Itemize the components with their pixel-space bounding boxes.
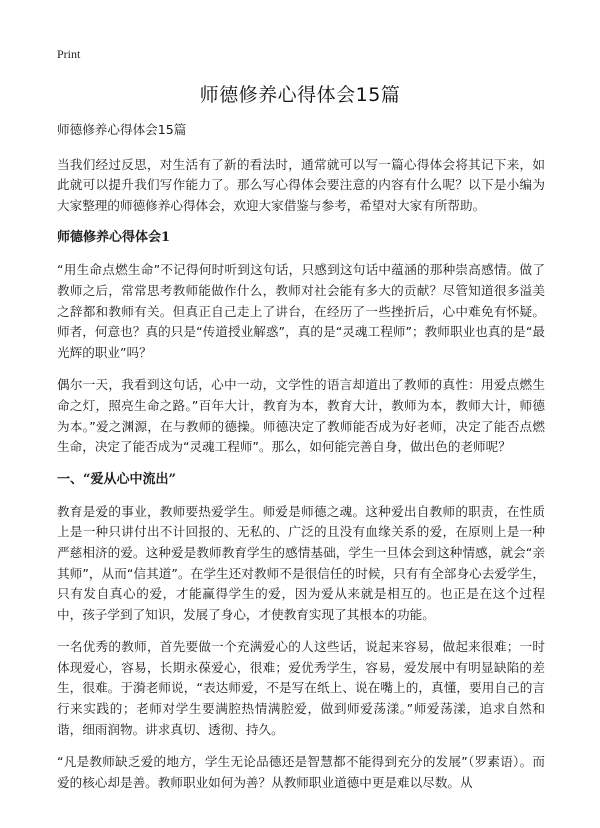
paragraph: “凡是教师缺乏爱的地方，学生无论品德还是智慧都不能得到充分的发展”（罗素语）。而爱的核心却是善。教师职业如何为善？从教师职业道德中更是难以尽数。从 [57, 754, 545, 790]
section-heading: 师德修养心得体会1 [57, 230, 171, 246]
document-title: 师德修养心得体会15篇 [199, 84, 401, 106]
intro-paragraph: 当我们经过反思，对生活有了新的看法时，通常就可以写一篇心得体会将其记下来，如此就可以提升我们写作能力了。那么写心得体会要注意的内容有什么呢？以下是小编为大家整理的师德修养心得体会，欢迎大家借鉴与参考，希望对大家有所帮助。 [57, 156, 545, 213]
paragraph: 一名优秀的教师，首先要做一个充满爱心的人这些话，说起来容易，做起来很难；一时体现爱心，容易，长期永葆爱心，很难；爱优秀学生，容易，爱发展中有明显缺陷的差生，很难。于漪老师说，“表达师爱，不是写在纸上、说在嘴上的，真懂，要用自己的言行来实践的；老师对学生要满腔热情满腔爱，做到师爱荡漾。”师爱荡漾，追求自然和谐，细雨润物。讲求真切、透彻、持久。 [57, 639, 545, 737]
paragraph: 偶尔一天，我看到这句话，心中一动，文学性的语言却道出了教师的真性：用爱点燃生命之灯，照亮生命之路。”百年大计，教育为本，教育大计，教师为本，教师大计，师德为本。”爱之渊源，在与教师的德操。师德决定了教师能否成为好老师，决定了能否点燃生命，决定了能否成为“灵魂工程师”。那么，如何能完善自身，做出色的老师呢？ [57, 377, 545, 455]
paragraph: 教育是爱的事业，教师要热爱学生。师爱是师德之魂。这种爱出自教师的职责，在性质上是一种只讲付出不计回报的、无私的、广泛的且没有血缘关系的爱，在原则上是一种严慈相济的爱。这种爱是教师教育学生的感情基础，学生一旦体会到这种情感，就会“亲其师”，从而“信其道”。在学生还对教师不是很信任的时候，只有有全部身心去爱学生，只有发自真心的爱，才能赢得学生的爱，因为爱从来就是相互的。也正是在这个过程中，孩子学到了知识，发展了身心，才使教育实现了其根本的功能。 [57, 503, 545, 622]
subsection-heading: 一、“爱从心中流出” [57, 471, 176, 487]
article-subtitle: 师德修养心得体会15篇 [57, 122, 187, 137]
article-body [57, 120, 545, 805]
print-link[interactable]: Print [57, 47, 81, 61]
paragraph: “用生命点燃生命”不记得何时听到这句话，只感到这句话中蕴涵的那种崇高感情。做了教师之后，常常思考教师能做作什么，教师对社会能有多大的贡献？尽管知道很多溢美之辞都和教师有关。但真正自己走上了讲台，在经历了一些挫折后，心中难免有怀疑。师者，何意也？真的只是“传道授业解惑”，真的是“灵魂工程师”；教师职业也真的是“最光辉的职业”吗？ [57, 262, 545, 360]
